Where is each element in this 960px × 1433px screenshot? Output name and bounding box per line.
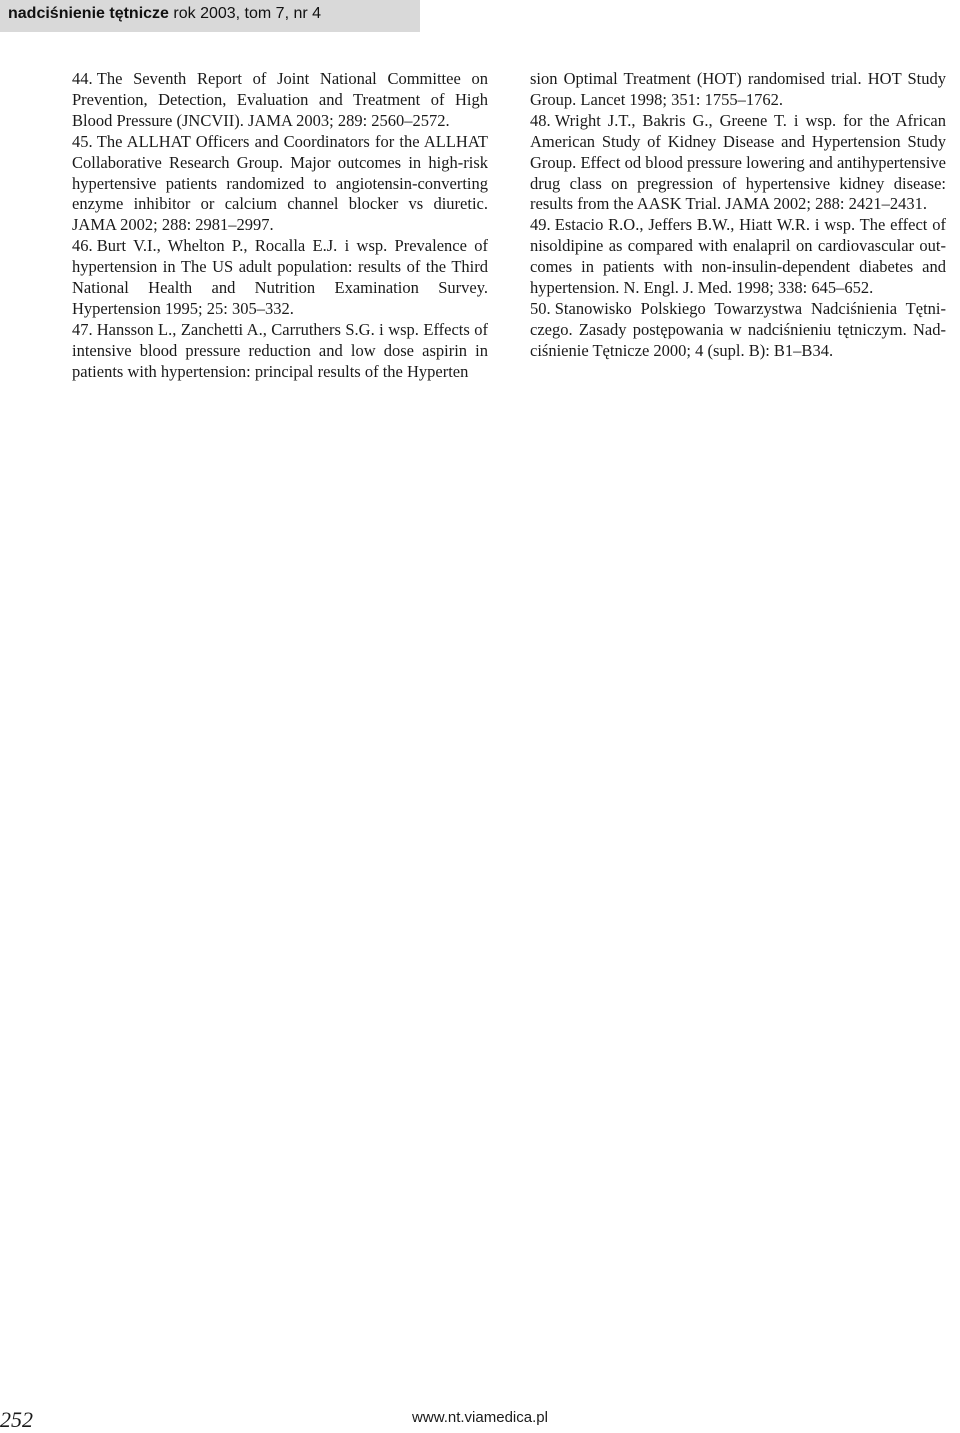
- reference-item: [530, 215, 946, 299]
- reference-item: [530, 111, 946, 216]
- reference-number: 48.: [530, 110, 551, 130]
- reference-number: 50.: [530, 298, 551, 318]
- journal-title: nadciśnienie tętnicze: [8, 5, 169, 22]
- reference-text: Estacio R.O., Jeffers B.W., Hiatt W.R. i wsp. The effect of nisoldipine as compared with enalapril on cardiovascular outcomes in patients with non-insulin-dependent diabetes and hypertension. N. Engl. J. Med. 1998; 338: 645–652.: [530, 215, 946, 298]
- reference-item: [72, 132, 488, 237]
- footer-url: www.nt.viamedica.pl: [412, 1409, 548, 1426]
- reference-item-continued: [530, 69, 946, 111]
- reference-item: [72, 236, 488, 320]
- reference-text: Burt V.I., Whelton P., Rocalla E.J. i wsp. Prevalence of hypertension in The US adult population: results of the Third National Health and Nutrition Examination Survey. Hypertension 1995; 25: 305–332.: [72, 236, 488, 318]
- reference-text: Hansson L., Zanchetti A., Carruthers S.G. i wsp. Effects of intensive blood pressure reduction and low dose aspirin in patients with hypertension: principal results of the Hyperten: [72, 319, 488, 381]
- reference-text: Stanowisko Polskiego Towarzystwa Nadciśnienia Tętniczego. Zasady postępowania w nadciśnieniu tętniczym. Nadciśnienie Tętnicze 2000; 4 (supl. B): B1–B34.: [530, 298, 946, 360]
- page-number: 252: [0, 1407, 33, 1432]
- reference-number: 44.: [72, 69, 93, 88]
- reference-item: [530, 299, 946, 362]
- running-header: [0, 0, 420, 32]
- reference-number: 47.: [72, 319, 93, 339]
- references-left-column: [72, 69, 488, 383]
- reference-number: 49.: [530, 215, 551, 235]
- reference-number: 45.: [72, 131, 93, 151]
- reference-item: [72, 69, 488, 132]
- reference-text: The Seventh Report of Joint National Committee on Prevention, Detection, Evaluation and Treatment of High Blood Pressure (JNCVII). JAMA 2003; 289: 2560–2572.: [72, 69, 488, 130]
- reference-number: 46.: [72, 236, 93, 256]
- reference-text: The ALLHAT Officers and Coordinators for the ALLHAT Collaborative Research Group. Major outcomes in high-risk hypertensive patients randomized to angiotensin-converting enzyme inhibitor or calcium channel blocker vs diuretic. JAMA 2002; 288: 2981–2997.: [72, 131, 488, 235]
- reference-text: Wright J.T., Bakris G., Greene T. i wsp. for the African American Study of Kidney Disease and Hypertension Study Group. Effect od blood pressure lowering and antihypertensive drug class on pregression of hypertensive kidney disease: results from the AASK Trial. JAMA 2002; 288: 2421–2431.: [530, 110, 946, 214]
- reference-text: sion Optimal Treatment (HOT) randomised trial. HOT Study Group. Lancet 1998; 351: 1755–1762.: [530, 69, 946, 109]
- journal-issue: rok 2003, tom 7, nr 4: [173, 5, 322, 22]
- references-right-column: [530, 69, 946, 362]
- reference-item: [72, 320, 488, 383]
